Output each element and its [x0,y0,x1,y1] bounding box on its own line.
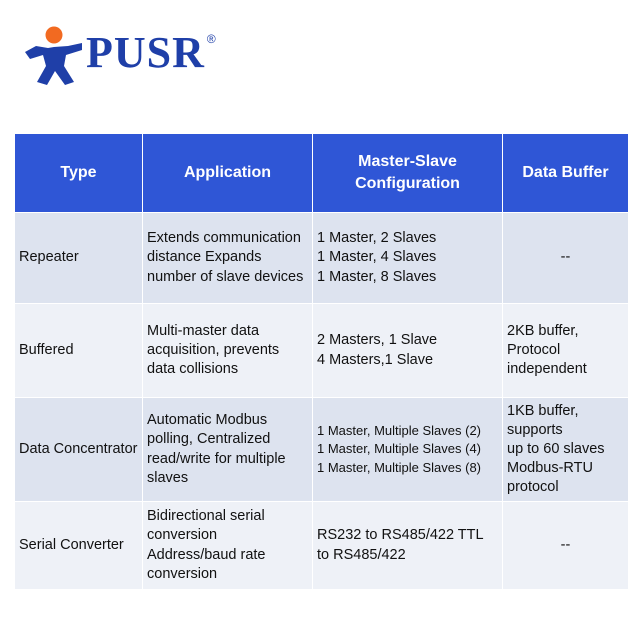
brand-name: PUSR [86,28,205,77]
table-row [15,304,629,398]
table-row [15,502,629,590]
cell-type: Repeater [15,213,143,304]
cell-type: Serial Converter [15,502,143,590]
pusr-logo [22,24,216,86]
cell-config: 1 Master, Multiple Slaves (2) 1 Master, Multiple Slaves (4) 1 Master, Multiple Slaves (8) [313,398,503,502]
cell-config: RS232 to RS485/422 TTL to RS485/422 [313,502,503,590]
cell-buffer: -- [503,502,629,590]
registered-mark: ® [206,32,216,46]
header-master-slave-configuration: Master-Slave Configuration [313,134,503,213]
cell-config: 1 Master, 2 Slaves 1 Master, 4 Slaves 1 Master, 8 Slaves [313,213,503,304]
cell-buffer: -- [503,213,629,304]
header-application: Application [143,134,313,213]
cell-buffer: 1KB buffer, supports up to 60 slaves Modbus-RTU protocol [503,398,629,502]
cell-application: Multi-master data acquisition, prevents data collisions [143,304,313,398]
header-type: Type [15,134,143,213]
cell-application: Automatic Modbus polling, Centralized read/write for multiple slaves [143,398,313,502]
table-header-row [15,134,629,213]
header-data-buffer: Data Buffer [503,134,629,213]
cell-buffer: 2KB buffer, Protocol independent [503,304,629,398]
comparison-table [14,133,629,590]
cell-config: 2 Masters, 1 Slave 4 Masters,1 Slave [313,304,503,398]
cell-type: Data Concentrator [15,398,143,502]
person-figure-icon [22,24,84,86]
cell-type: Buffered [15,304,143,398]
cell-application: Extends communication distance Expands number of slave devices [143,213,313,304]
table-row [15,398,629,502]
table-row [15,213,629,304]
cell-application: Bidirectional serial conversion Address/baud rate conversion [143,502,313,590]
